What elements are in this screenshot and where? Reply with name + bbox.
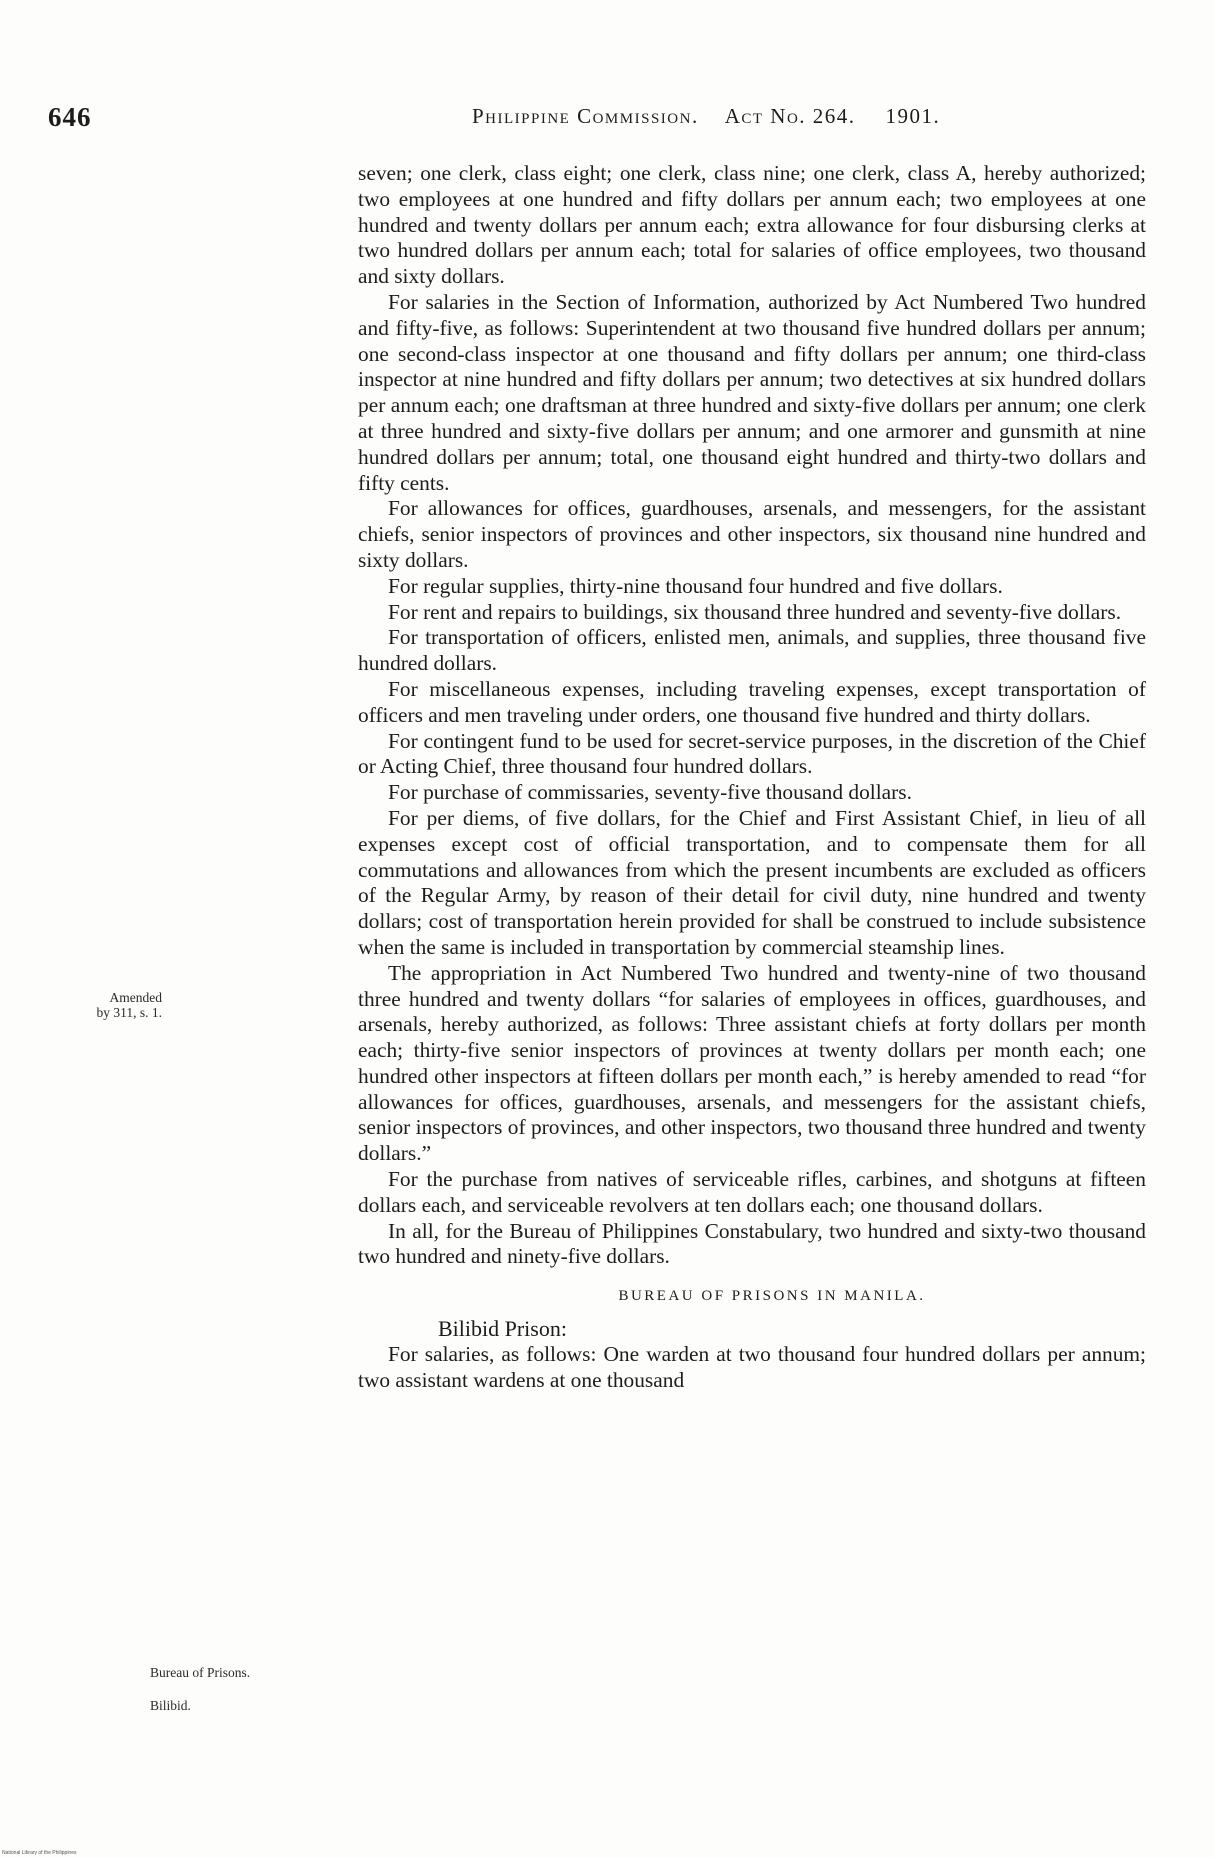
year: 1901. <box>885 104 941 128</box>
paragraph-appropriation-amendment: The appropriation in Act Numbered Two hundred and twenty-nine of two thousand three hundred and twenty dollars “for salaries of employees in offices, guardhouses, and arsenals, hereby authorized, as follows: Three assistant chiefs at forty dollars per month each; thirty-five senior inspectors of provinces at twenty dollars per month each; one hundred other inspectors at fifteen dollars per month each,” is hereby amended to read “for allowances for offices, guardhouses, arsenals, and messengers for the assistant chiefs, senior inspectors of provinces, and other inspectors, two thousand three hundred and twenty dollars.” <box>358 960 1146 1166</box>
paragraph-regular-supplies: For regular supplies, thirty-nine thousand four hundred and five dollars. <box>388 573 1003 598</box>
margin-note-bureau-of-prisons: Bureau of Prisons. <box>150 1665 251 1680</box>
paragraph-total-constabulary: In all, for the Bureau of Philippines Constabulary, two hundred and sixty-two thousand two hundred and ninety-five dollars. <box>358 1218 1146 1269</box>
margin-note-amended-line1: Amended <box>109 990 162 1005</box>
section-heading: BUREAU OF PRISONS IN MANILA. <box>618 1288 926 1305</box>
paragraph-section-of-information: For salaries in the Section of Information, authorized by Act Numbered Two hundred and fifty-five, as follows: Superintendent at two thousand five hundred dollars per annum; one second-class inspector at one thousand and fifty dollars per annum; one third-class inspector at nine hundred and fifty dollars per annum; two detectives at six hundred dollars per annum each; one draftsman at three hundred and sixty-five dollars per annum; one clerk at three hundred and sixty-five dollars per annum; and one armorer and gunsmith at nine hundred dollars per annum; total, one thousand eight hundred and thirty-two dollars and fifty cents. <box>358 289 1146 495</box>
paragraph-allowances: For allowances for offices, guardhouses, arsenals, and messengers, for the assistant chiefs, senior inspectors of provinces and other inspectors, six thousand nine hundred and sixty dollars. <box>358 496 1146 572</box>
paragraph-prison-salaries: For salaries, as follows: One warden at two thousand four hundred dollars per annum; two assistant wardens at one thousand <box>358 1341 1146 1392</box>
subheading: Bilibid Prison: <box>438 1316 567 1342</box>
footer-tag: National Library of the Philippines <box>2 1850 77 1856</box>
paragraph-contingent-fund: For contingent fund to be used for secret-service purposes, in the discretion of the Chief or Acting Chief, three thousand four hundred dollars. <box>358 728 1146 779</box>
running-title: Philippine Commission. <box>472 104 699 128</box>
paragraph-transportation: For transportation of officers, enlisted men, animals, and supplies, three thousand five hundred dollars. <box>358 625 1146 676</box>
paragraph-miscellaneous: For miscellaneous expenses, including traveling expenses, except transportation of officers and men traveling under orders, one thousand five hundred and thirty dollars. <box>358 676 1146 727</box>
page-number: 646 <box>48 102 92 132</box>
body-text <box>358 161 1146 1393</box>
paragraph-rent-repairs: For rent and repairs to buildings, six thousand three hundred and seventy-five dollars. <box>388 599 1122 624</box>
paragraph-commissaries: For purchase of commissaries, seventy-five thousand dollars. <box>388 780 912 805</box>
act-number: Act No. 264. <box>724 104 856 128</box>
paragraph-office-employees: seven; one clerk, class eight; one clerk, class nine; one clerk, class A, hereby authorized; two employees at one hundred and fifty dollars per annum each; two employees at one hundred and twenty dollars per annum each; extra allowance for four disbursing clerks at two hundred dollars per annum each; total for salaries of office employees, two thousand and sixty dollars. <box>358 161 1146 289</box>
paragraph-per-diems: For per diems, of five dollars, for the Chief and First Assistant Chief, in lieu of all expenses except cost of official transportation, and to compensate them for all commutations and allowances from which the present incumbents are excluded as officers of the Regular Army, by reason of their detail for civil duty, nine hundred and twenty dollars; cost of transportation herein provided for shall be construed to include subsistence when the same is included in transportation by commercial steamship lines. <box>358 805 1146 959</box>
margin-note-amended <box>40 990 162 1020</box>
running-head <box>472 104 940 129</box>
paragraph-purchase-arms: For the purchase from natives of serviceable rifles, carbines, and shotguns at fifteen dollars each, and serviceable revolvers at ten dollars each; one thousand dollars. <box>358 1167 1146 1217</box>
margin-note-amended-line2: by 311, s. 1. <box>96 1005 162 1020</box>
margin-note-bilibid: Bilibid. <box>150 1698 191 1713</box>
